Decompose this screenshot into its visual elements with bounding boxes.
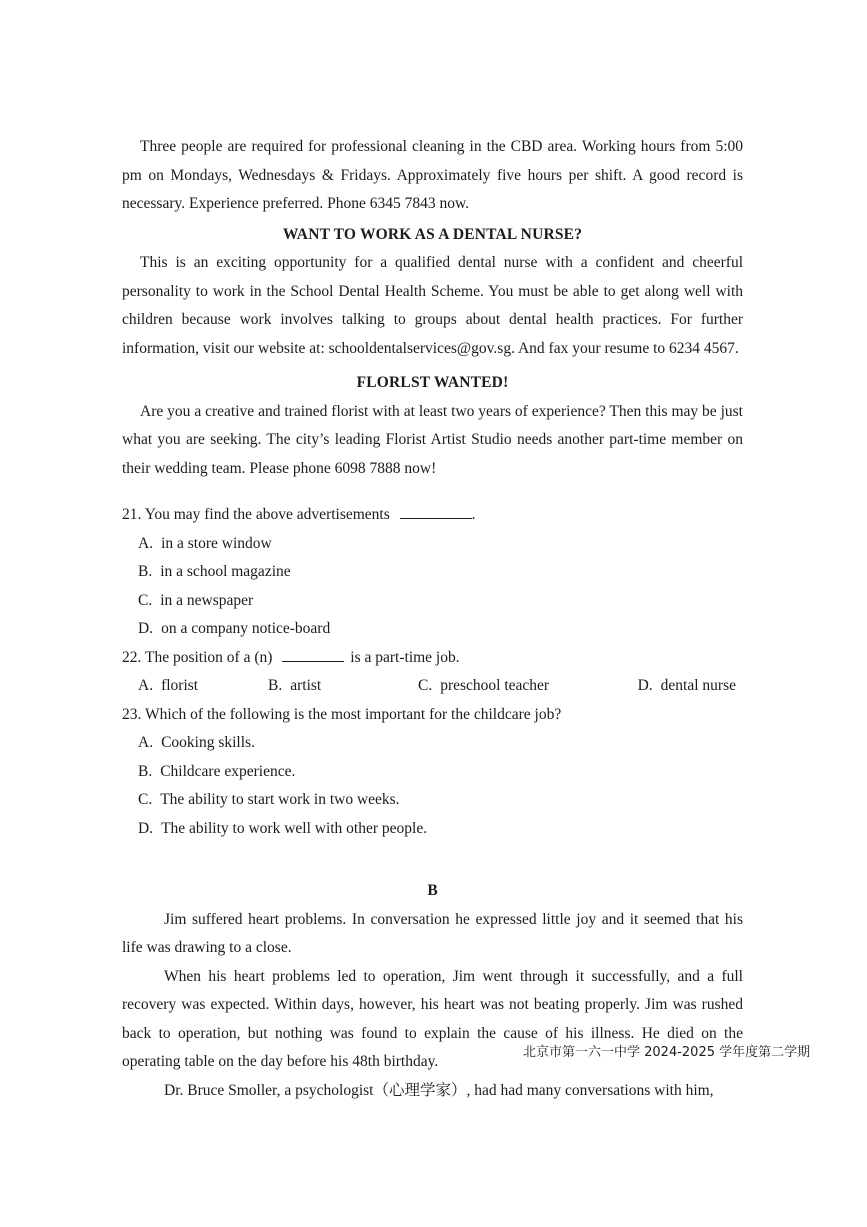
question-text: Which of the following is the most important for the childcare job? (144, 705, 562, 723)
option-text: preschool teacher (440, 677, 550, 694)
option-text: on a company notice-board (161, 620, 331, 637)
passage-paragraph: Dr. Bruce Smoller, a psychologist（心理学家）, had had many conversations with him, (164, 1081, 714, 1099)
question-text-end: is a part-time job. (350, 648, 460, 666)
option-b[interactable] (138, 758, 445, 787)
option-letter: A. (138, 534, 154, 552)
option-text: dental nurse (660, 677, 736, 694)
page-footer: 北京市第一六一中学 2024-2025 学年度第二学期 (523, 1045, 811, 1060)
florist-ad-heading: FLORLST WANTED! (356, 374, 509, 391)
option-list (122, 672, 743, 701)
option-text: The ability to start work in two weeks. (160, 791, 400, 808)
question-list (122, 501, 743, 843)
option-c[interactable] (138, 587, 445, 616)
option-letter: C. (138, 791, 153, 808)
option-letter: B. (268, 677, 283, 694)
option-text: florist (161, 677, 199, 694)
question-stem (122, 644, 743, 673)
option-letter: D. (637, 677, 653, 694)
cleaning-ad-text: Three people are required for professional cleaning in the CBD area. Working hours from 5:00 pm on Mondays, Wednesdays & Fridays. Approximately five hours per shift. A good record is necessary. Experience preferred. Phone 6345 7843 now. (122, 138, 743, 212)
option-text: Childcare experience. (160, 762, 296, 780)
question-stem (122, 501, 743, 530)
option-letter: D. (138, 819, 154, 837)
option-d[interactable] (616, 672, 736, 701)
option-c[interactable] (138, 786, 445, 815)
option-c[interactable] (418, 672, 616, 701)
option-text: in a newspaper (160, 591, 254, 609)
florist-ad-text: Are you a creative and trained florist with at least two years of experience? Then this may be just what you are seeking. The city’s leading Florist Artist Studio needs another part-time member on their wedding team. Please phone 6098 7888 now! (122, 402, 743, 477)
question-text-end: . (471, 506, 476, 523)
question-22 (122, 644, 743, 701)
option-letter: B. (138, 762, 153, 780)
option-list (122, 729, 743, 843)
option-a[interactable] (138, 672, 268, 701)
answer-blank (400, 502, 472, 519)
option-b[interactable] (138, 558, 445, 587)
option-a[interactable] (138, 729, 445, 758)
option-letter: A. (138, 677, 154, 694)
question-text: The position of a (n) (144, 648, 273, 666)
option-letter: C. (138, 591, 153, 609)
option-letter: C. (418, 677, 433, 694)
section-b-heading: B (427, 882, 438, 899)
question-number: 21. (122, 506, 142, 523)
question-number: 22. (122, 648, 142, 666)
answer-blank (282, 645, 344, 662)
question-23 (122, 701, 743, 844)
dental-ad-heading: WANT TO WORK AS A DENTAL NURSE? (282, 225, 583, 243)
option-text: artist (290, 677, 322, 694)
question-text: You may find the above advertisements (144, 506, 390, 523)
option-text: The ability to work well with other people. (161, 819, 428, 837)
passage-paragraph: Jim suffered heart problems. In conversation he expressed little joy and it seemed that his life was drawing to a close. (122, 910, 743, 956)
option-d[interactable] (138, 615, 445, 644)
option-a[interactable] (138, 530, 445, 559)
question-number: 23. (122, 705, 142, 723)
option-text: in a school magazine (160, 563, 291, 580)
option-letter: B. (138, 563, 153, 580)
question-21 (122, 501, 743, 644)
option-letter: D. (138, 620, 154, 637)
question-stem (122, 701, 743, 730)
passage-paragraph: When his heart problems led to operation, Jim went through it successfully, and a full recovery was expected. Within days, however, his heart was not beating properly. Jim was rushed back to operation, but nothing was found to explain the cause of his illness. He died on the operating table on the day before his 48th birthday. (122, 967, 743, 1070)
dental-ad-text: This is an exciting opportunity for a qualified dental nurse with a confident and cheerful personality to work in the School Dental Health Scheme. You must be able to get along well with children because work involves talking to groups about dental health practices. For further information, visit our website at: schooldentalservices@gov.sg. And fax your resume to 6234 4567. (122, 254, 743, 357)
section-b-passage (122, 906, 743, 1106)
page-content (122, 133, 743, 1105)
option-text: Cooking skills. (161, 734, 255, 751)
option-b[interactable] (268, 672, 418, 701)
option-list (122, 530, 743, 644)
option-d[interactable] (138, 815, 445, 844)
option-letter: A. (138, 734, 154, 751)
option-text: in a store window (161, 534, 272, 552)
